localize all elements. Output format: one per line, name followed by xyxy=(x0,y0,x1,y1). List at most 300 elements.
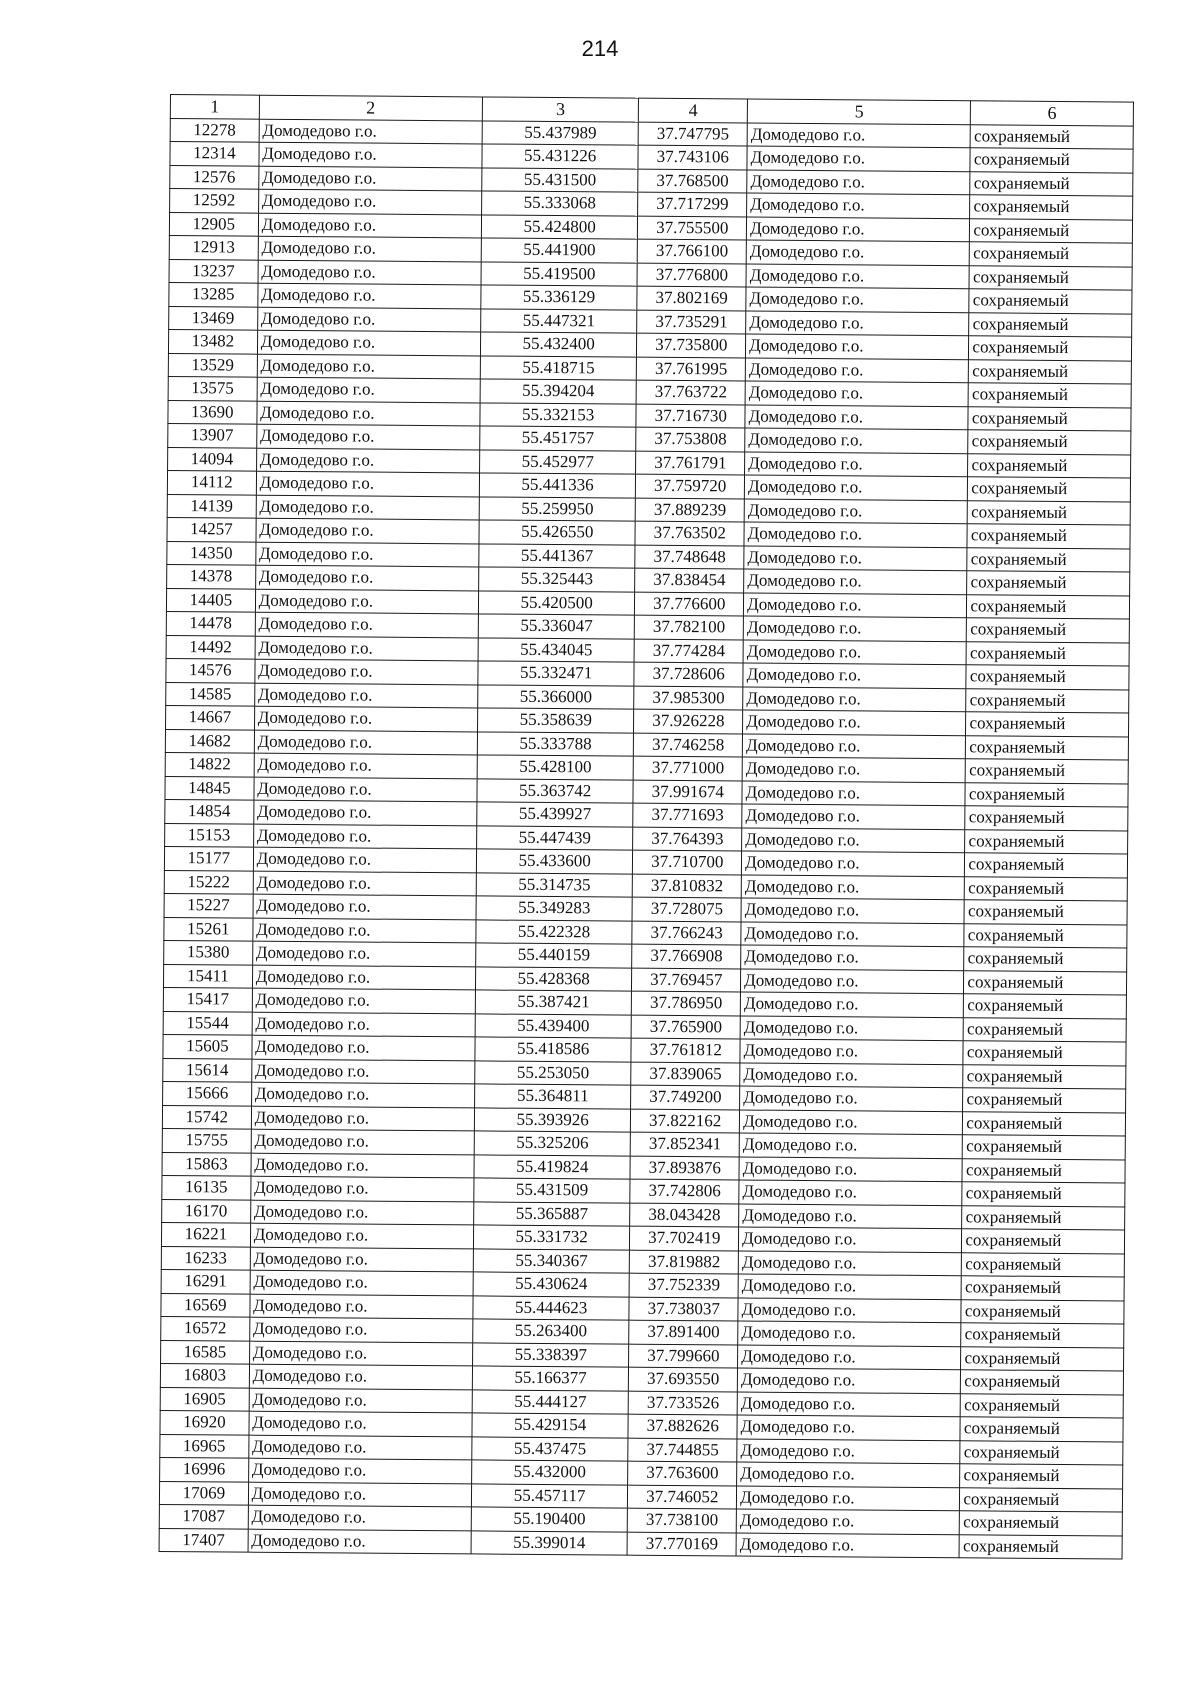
cell-id: 15614 xyxy=(163,1058,252,1082)
cell-status: сохраняемый xyxy=(963,1041,1126,1066)
cell-district: Домодедово г.о. xyxy=(740,1063,963,1088)
cell-status: сохраняемый xyxy=(963,1111,1126,1136)
cell-id: 17087 xyxy=(159,1504,248,1528)
cell-district: Домодедово г.о. xyxy=(746,334,969,359)
cell-id: 16585 xyxy=(161,1340,250,1364)
cell-district: Домодедово г.о. xyxy=(738,1344,961,1369)
cell-longitude: 37.763502 xyxy=(635,521,744,545)
cell-latitude: 55.418715 xyxy=(480,355,637,380)
cell-latitude: 55.452977 xyxy=(479,449,636,474)
cell-longitude: 37.742806 xyxy=(630,1179,739,1203)
cell-longitude: 37.693550 xyxy=(629,1367,738,1391)
cell-latitude: 55.259950 xyxy=(479,496,636,521)
cell-latitude: 55.440159 xyxy=(476,943,633,968)
cell-latitude: 55.429154 xyxy=(472,1413,629,1438)
cell-id: 13907 xyxy=(168,423,257,447)
cell-district: Домодедово г.о. xyxy=(744,546,967,571)
cell-municipality: Домодедово г.о. xyxy=(252,941,475,966)
cell-district: Домодедово г.о. xyxy=(737,1415,960,1440)
cell-municipality: Домодедово г.о. xyxy=(254,753,477,778)
cell-longitude: 37.746258 xyxy=(634,733,743,757)
cell-latitude: 55.253050 xyxy=(475,1060,632,1085)
cell-municipality: Домодедово г.о. xyxy=(256,424,479,449)
cell-latitude: 55.431226 xyxy=(482,144,639,169)
cell-municipality: Домодедово г.о. xyxy=(249,1341,472,1366)
cell-municipality: Домодедово г.о. xyxy=(256,518,479,543)
cell-district: Домодедово г.о. xyxy=(739,1157,962,1182)
cell-district: Домодедово г.о. xyxy=(739,1180,962,1205)
cell-latitude: 55.336047 xyxy=(478,614,635,639)
cell-longitude: 37.763722 xyxy=(636,380,745,404)
cell-longitude: 37.710700 xyxy=(633,850,742,874)
cell-latitude: 55.432000 xyxy=(472,1460,629,1485)
cell-status: сохраняемый xyxy=(960,1464,1123,1489)
cell-latitude: 55.431500 xyxy=(482,167,639,192)
cell-id: 15742 xyxy=(162,1105,251,1129)
cell-district: Домодедово г.о. xyxy=(746,264,969,289)
cell-id: 14492 xyxy=(166,635,255,659)
cell-latitude: 55.444623 xyxy=(473,1295,630,1320)
cell-status: сохраняемый xyxy=(966,688,1129,713)
cell-municipality: Домодедово г.о. xyxy=(249,1364,472,1389)
column-header-1: 1 xyxy=(170,95,259,119)
cell-longitude: 37.768500 xyxy=(638,169,747,193)
cell-longitude: 37.799660 xyxy=(629,1344,738,1368)
cell-longitude: 37.774284 xyxy=(634,639,743,663)
cell-district: Домодедово г.о. xyxy=(742,781,965,806)
cell-latitude: 55.331732 xyxy=(473,1225,630,1250)
column-header-3: 3 xyxy=(482,97,639,122)
cell-status: сохраняемый xyxy=(968,383,1131,408)
cell-municipality: Домодедово г.о. xyxy=(259,142,482,167)
cell-id: 16996 xyxy=(160,1457,249,1481)
cell-municipality: Домодедово г.о. xyxy=(252,965,475,990)
cell-district: Домодедово г.о. xyxy=(737,1391,960,1416)
table-body xyxy=(159,118,1133,1559)
cell-id: 12913 xyxy=(169,235,258,259)
cell-longitude: 37.716730 xyxy=(636,404,745,428)
cell-municipality: Домодедово г.о. xyxy=(249,1411,472,1436)
cell-status: сохраняемый xyxy=(968,430,1131,455)
cell-status: сохраняемый xyxy=(961,1393,1124,1418)
cell-longitude: 37.786950 xyxy=(632,991,741,1015)
cell-status: сохраняемый xyxy=(961,1276,1124,1301)
cell-longitude: 37.771000 xyxy=(634,756,743,780)
cell-status: сохраняемый xyxy=(968,453,1131,478)
cell-district: Домодедово г.о. xyxy=(747,123,970,148)
cell-municipality: Домодедово г.о. xyxy=(258,213,481,238)
cell-latitude: 55.394204 xyxy=(480,379,637,404)
cell-district: Домодедово г.о. xyxy=(740,1016,963,1041)
cell-id: 17069 xyxy=(159,1481,248,1505)
cell-latitude: 55.336129 xyxy=(481,285,638,310)
cell-status: сохраняемый xyxy=(960,1487,1123,1512)
cell-latitude: 55.451757 xyxy=(480,426,637,451)
cell-latitude: 55.363742 xyxy=(477,778,634,803)
cell-longitude: 37.766243 xyxy=(632,921,741,945)
cell-id: 16920 xyxy=(160,1410,249,1434)
cell-municipality: Домодедово г.о. xyxy=(253,894,476,919)
cell-longitude: 37.744855 xyxy=(628,1438,737,1462)
cell-district: Домодедово г.о. xyxy=(738,1251,961,1276)
cell-longitude: 37.717299 xyxy=(638,192,747,216)
cell-latitude: 55.349283 xyxy=(476,896,633,921)
cell-status: сохраняемый xyxy=(961,1346,1124,1371)
cell-municipality: Домодедово г.о. xyxy=(255,636,478,661)
cell-latitude: 55.333788 xyxy=(477,731,634,756)
cell-municipality: Домодедово г.о. xyxy=(257,307,480,332)
cell-latitude: 55.457117 xyxy=(471,1483,628,1508)
cell-id: 15261 xyxy=(164,917,253,941)
cell-status: сохраняемый xyxy=(969,265,1132,290)
cell-id: 12905 xyxy=(169,212,258,236)
cell-longitude: 37.761791 xyxy=(636,451,745,475)
cell-municipality: Домодедово г.о. xyxy=(248,1505,471,1530)
cell-id: 14667 xyxy=(166,705,255,729)
cell-latitude: 55.439927 xyxy=(477,802,634,827)
cell-district: Домодедово г.о. xyxy=(738,1274,961,1299)
cell-longitude: 37.749200 xyxy=(631,1085,740,1109)
cell-district: Домодедово г.о. xyxy=(739,1227,962,1252)
cell-longitude: 37.765900 xyxy=(631,1015,740,1039)
cell-id: 13237 xyxy=(169,259,258,283)
registry-table xyxy=(159,94,1134,1560)
cell-latitude: 55.332471 xyxy=(478,661,635,686)
cell-latitude: 55.420500 xyxy=(478,590,635,615)
cell-status: сохраняемый xyxy=(967,547,1130,572)
cell-municipality: Домодедово г.о. xyxy=(252,1035,475,1060)
cell-district: Домодедово г.о. xyxy=(742,734,965,759)
cell-district: Домодедово г.о. xyxy=(746,287,969,312)
cell-id: 15544 xyxy=(163,1011,252,1035)
cell-latitude: 55.430624 xyxy=(473,1272,630,1297)
cell-status: сохраняемый xyxy=(968,477,1131,502)
cell-district: Домодедово г.о. xyxy=(746,311,969,336)
cell-status: сохраняемый xyxy=(962,1205,1125,1230)
cell-longitude: 37.802169 xyxy=(637,286,746,310)
cell-longitude: 37.761995 xyxy=(637,357,746,381)
cell-district: Домодедово г.о. xyxy=(745,381,968,406)
cell-status: сохраняемый xyxy=(967,594,1130,619)
column-header-4: 4 xyxy=(639,98,748,122)
cell-district: Домодедово г.о. xyxy=(747,193,970,218)
cell-municipality: Домодедово г.о. xyxy=(251,1153,474,1178)
cell-status: сохраняемый xyxy=(968,406,1131,431)
cell-latitude: 55.325206 xyxy=(474,1131,631,1156)
cell-longitude: 37.776800 xyxy=(637,263,746,287)
cell-longitude: 37.782100 xyxy=(635,615,744,639)
cell-id: 13529 xyxy=(168,353,257,377)
cell-longitude: 37.838454 xyxy=(635,568,744,592)
cell-municipality: Домодедово г.о. xyxy=(256,471,479,496)
cell-municipality: Домодедово г.о. xyxy=(257,377,480,402)
cell-latitude: 55.419824 xyxy=(474,1154,631,1179)
cell-latitude: 55.333068 xyxy=(482,191,639,216)
cell-latitude: 55.399014 xyxy=(471,1530,628,1555)
cell-municipality: Домодедово г.о. xyxy=(255,589,478,614)
cell-status: сохраняемый xyxy=(964,900,1127,925)
cell-status: сохраняемый xyxy=(967,524,1130,549)
cell-id: 15863 xyxy=(162,1152,251,1176)
cell-status: сохраняемый xyxy=(962,1158,1125,1183)
cell-status: сохраняемый xyxy=(970,242,1133,267)
cell-status: сохраняемый xyxy=(961,1370,1124,1395)
cell-latitude: 55.338397 xyxy=(472,1342,629,1367)
cell-latitude: 55.441336 xyxy=(479,473,636,498)
cell-municipality: Домодедово г.о. xyxy=(250,1223,473,1248)
cell-municipality: Домодедово г.о. xyxy=(248,1482,471,1507)
cell-longitude: 37.735800 xyxy=(637,333,746,357)
cell-municipality: Домодедово г.о. xyxy=(251,1059,474,1084)
cell-status: сохраняемый xyxy=(965,876,1128,901)
cell-longitude: 37.926228 xyxy=(634,709,743,733)
cell-municipality: Домодедово г.о. xyxy=(258,283,481,308)
cell-district: Домодедово г.о. xyxy=(741,898,964,923)
cell-status: сохраняемый xyxy=(971,124,1134,149)
cell-municipality: Домодедово г.о. xyxy=(258,189,481,214)
cell-district: Домодедово г.о. xyxy=(744,522,967,547)
cell-district: Домодедово г.о. xyxy=(740,992,963,1017)
cell-longitude: 37.748648 xyxy=(635,545,744,569)
cell-municipality: Домодедово г.о. xyxy=(258,260,481,285)
cell-status: сохраняемый xyxy=(970,195,1133,220)
cell-municipality: Домодедово г.о. xyxy=(257,330,480,355)
cell-status: сохраняемый xyxy=(964,923,1127,948)
cell-municipality: Домодедово г.о. xyxy=(250,1200,473,1225)
cell-id: 15380 xyxy=(164,940,253,964)
cell-longitude: 37.761812 xyxy=(631,1038,740,1062)
cell-municipality: Домодедово г.о. xyxy=(255,565,478,590)
cell-status: сохраняемый xyxy=(967,618,1130,643)
cell-id: 16221 xyxy=(161,1222,250,1246)
cell-municipality: Домодедово г.о. xyxy=(251,1106,474,1131)
cell-latitude: 55.428100 xyxy=(477,755,634,780)
cell-district: Домодедово г.о. xyxy=(745,428,968,453)
cell-district: Домодедово г.о. xyxy=(737,1485,960,1510)
cell-latitude: 55.365887 xyxy=(474,1201,631,1226)
cell-latitude: 55.422328 xyxy=(476,919,633,944)
cell-id: 14585 xyxy=(166,682,255,706)
cell-latitude: 55.444127 xyxy=(472,1389,629,1414)
cell-district: Домодедово г.о. xyxy=(737,1438,960,1463)
cell-municipality: Домодедово г.о. xyxy=(254,683,477,708)
cell-longitude: 37.733526 xyxy=(629,1391,738,1415)
cell-latitude: 55.432400 xyxy=(480,332,637,357)
cell-id: 13482 xyxy=(168,329,257,353)
cell-district: Домодедово г.о. xyxy=(742,851,965,876)
cell-latitude: 55.358639 xyxy=(477,708,634,733)
cell-district: Домодедово г.о. xyxy=(746,240,969,265)
cell-id: 13690 xyxy=(168,400,257,424)
cell-municipality: Домодедово г.о. xyxy=(252,988,475,1013)
cell-longitude: 37.755500 xyxy=(638,216,747,240)
cell-latitude: 55.325443 xyxy=(479,567,636,592)
cell-municipality: Домодедово г.о. xyxy=(251,1176,474,1201)
cell-longitude: 37.728606 xyxy=(634,662,743,686)
cell-district: Домодедово г.о. xyxy=(743,663,966,688)
cell-id: 15222 xyxy=(164,870,253,894)
cell-district: Домодедово г.о. xyxy=(737,1462,960,1487)
cell-id: 14378 xyxy=(167,564,256,588)
cell-latitude: 55.447439 xyxy=(477,825,634,850)
cell-district: Домодедово г.о. xyxy=(745,358,968,383)
cell-id: 16291 xyxy=(161,1269,250,1293)
cell-status: сохраняемый xyxy=(962,1252,1125,1277)
cell-district: Домодедово г.о. xyxy=(744,499,967,524)
cell-district: Домодедово г.о. xyxy=(747,170,970,195)
cell-status: сохраняемый xyxy=(961,1323,1124,1348)
cell-district: Домодедово г.о. xyxy=(738,1321,961,1346)
cell-longitude: 37.766908 xyxy=(632,944,741,968)
cell-municipality: Домодедово г.о. xyxy=(250,1294,473,1319)
cell-municipality: Домодедово г.о. xyxy=(254,706,477,731)
cell-district: Домодедово г.о. xyxy=(744,475,967,500)
cell-status: сохраняемый xyxy=(961,1299,1124,1324)
cell-status: сохраняемый xyxy=(963,1135,1126,1160)
column-header-6: 6 xyxy=(971,101,1134,126)
cell-district: Домодедово г.о. xyxy=(740,1039,963,1064)
cell-id: 14845 xyxy=(165,776,254,800)
cell-municipality: Домодедово г.о. xyxy=(256,542,479,567)
cell-id: 13575 xyxy=(168,376,257,400)
cell-longitude: 37.735291 xyxy=(637,310,746,334)
cell-id: 16569 xyxy=(161,1293,250,1317)
cell-latitude: 55.439400 xyxy=(475,1013,632,1038)
cell-municipality: Домодедово г.о. xyxy=(252,1012,475,1037)
cell-municipality: Домодедово г.о. xyxy=(255,612,478,637)
cell-id: 14257 xyxy=(167,517,256,541)
cell-id: 12314 xyxy=(170,142,259,166)
cell-municipality: Домодедово г.о. xyxy=(256,448,479,473)
cell-municipality: Домодедово г.о. xyxy=(253,871,476,896)
cell-status: сохраняемый xyxy=(966,641,1129,666)
cell-district: Домодедово г.о. xyxy=(741,969,964,994)
cell-district: Домодедово г.о. xyxy=(743,616,966,641)
cell-longitude: 38.043428 xyxy=(630,1203,739,1227)
cell-municipality: Домодедово г.о. xyxy=(256,495,479,520)
cell-district: Домодедово г.о. xyxy=(737,1368,960,1393)
cell-longitude: 37.753808 xyxy=(636,427,745,451)
cell-latitude: 55.437989 xyxy=(482,120,639,145)
cell-id: 16965 xyxy=(160,1434,249,1458)
cell-municipality: Домодедово г.о. xyxy=(251,1082,474,1107)
cell-status: сохраняемый xyxy=(962,1229,1125,1254)
cell-id: 14350 xyxy=(167,541,256,565)
cell-district: Домодедово г.о. xyxy=(745,405,968,430)
cell-status: сохраняемый xyxy=(970,148,1133,173)
cell-status: сохраняемый xyxy=(966,759,1129,784)
cell-id: 17407 xyxy=(159,1528,248,1552)
page-number: 214 xyxy=(581,36,619,61)
cell-id: 16170 xyxy=(162,1199,251,1223)
cell-status: сохраняемый xyxy=(960,1511,1123,1536)
cell-municipality: Домодедово г.о. xyxy=(255,659,478,684)
cell-status: сохраняемый xyxy=(964,970,1127,995)
cell-municipality: Домодедово г.о. xyxy=(254,730,477,755)
cell-id: 14405 xyxy=(166,588,255,612)
cell-id: 13469 xyxy=(169,306,258,330)
cell-id: 15666 xyxy=(163,1081,252,1105)
cell-municipality: Домодедово г.о. xyxy=(258,236,481,261)
cell-status: сохраняемый xyxy=(969,359,1132,384)
cell-municipality: Домодедово г.о. xyxy=(248,1458,471,1483)
cell-status: сохраняемый xyxy=(959,1534,1122,1559)
cell-status: сохраняемый xyxy=(969,312,1132,337)
cell-status: сохраняемый xyxy=(964,947,1127,972)
cell-latitude: 55.428368 xyxy=(475,966,632,991)
cell-latitude: 55.426550 xyxy=(479,520,636,545)
cell-status: сохраняемый xyxy=(970,218,1133,243)
cell-latitude: 55.419500 xyxy=(481,261,638,286)
cell-latitude: 55.393926 xyxy=(474,1107,631,1132)
cell-district: Домодедово г.о. xyxy=(747,146,970,171)
cell-latitude: 55.314735 xyxy=(476,872,633,897)
cell-district: Домодедово г.о. xyxy=(745,452,968,477)
cell-id: 15227 xyxy=(164,893,253,917)
cell-latitude: 55.387421 xyxy=(475,990,632,1015)
cell-id: 14822 xyxy=(165,752,254,776)
cell-latitude: 55.434045 xyxy=(478,637,635,662)
cell-id: 16905 xyxy=(160,1387,249,1411)
cell-longitude: 37.764393 xyxy=(633,827,742,851)
cell-latitude: 55.437475 xyxy=(472,1436,629,1461)
cell-municipality: Домодедово г.о. xyxy=(253,824,476,849)
cell-status: сохраняемый xyxy=(965,853,1128,878)
cell-id: 15417 xyxy=(163,987,252,1011)
cell-status: сохраняемый xyxy=(965,829,1128,854)
cell-id: 14576 xyxy=(166,658,255,682)
cell-municipality: Домодедово г.о. xyxy=(250,1270,473,1295)
cell-status: сохраняемый xyxy=(969,289,1132,314)
cell-district: Домодедово г.о. xyxy=(740,1110,963,1135)
cell-id: 15411 xyxy=(163,964,252,988)
cell-longitude: 37.738037 xyxy=(629,1297,738,1321)
cell-status: сохраняемый xyxy=(964,994,1127,1019)
cell-longitude: 37.776600 xyxy=(635,592,744,616)
cell-longitude: 37.747795 xyxy=(638,122,747,146)
cell-municipality: Домодедово г.о. xyxy=(253,918,476,943)
cell-latitude: 55.364811 xyxy=(475,1084,632,1109)
cell-latitude: 55.441367 xyxy=(479,543,636,568)
cell-longitude: 37.893876 xyxy=(630,1156,739,1180)
cell-district: Домодедово г.о. xyxy=(742,828,965,853)
cell-municipality: Домодедово г.о. xyxy=(251,1129,474,1154)
cell-district: Домодедово г.о. xyxy=(741,945,964,970)
cell-status: сохраняемый xyxy=(963,1064,1126,1089)
cell-latitude: 55.433600 xyxy=(476,849,633,874)
cell-longitude: 37.770169 xyxy=(627,1532,736,1556)
cell-id: 12576 xyxy=(170,165,259,189)
cell-status: сохраняемый xyxy=(966,665,1129,690)
cell-id: 16803 xyxy=(160,1363,249,1387)
cell-longitude: 37.728075 xyxy=(632,897,741,921)
cell-longitude: 37.702419 xyxy=(630,1226,739,1250)
cell-longitude: 37.985300 xyxy=(634,686,743,710)
cell-district: Домодедово г.о. xyxy=(741,922,964,947)
cell-id: 16233 xyxy=(161,1246,250,1270)
cell-district: Домодедово г.о. xyxy=(739,1133,962,1158)
cell-municipality: Домодедово г.о. xyxy=(250,1247,473,1272)
cell-municipality: Домодедово г.о. xyxy=(248,1529,471,1554)
cell-district: Домодедово г.о. xyxy=(743,640,966,665)
cell-municipality: Домодедово г.о. xyxy=(254,777,477,802)
cell-longitude: 37.769457 xyxy=(632,968,741,992)
cell-id: 15755 xyxy=(162,1128,251,1152)
cell-district: Домодедово г.о. xyxy=(741,875,964,900)
cell-status: сохраняемый xyxy=(965,782,1128,807)
cell-latitude: 55.340367 xyxy=(473,1248,630,1273)
cell-longitude: 37.766100 xyxy=(638,239,747,263)
